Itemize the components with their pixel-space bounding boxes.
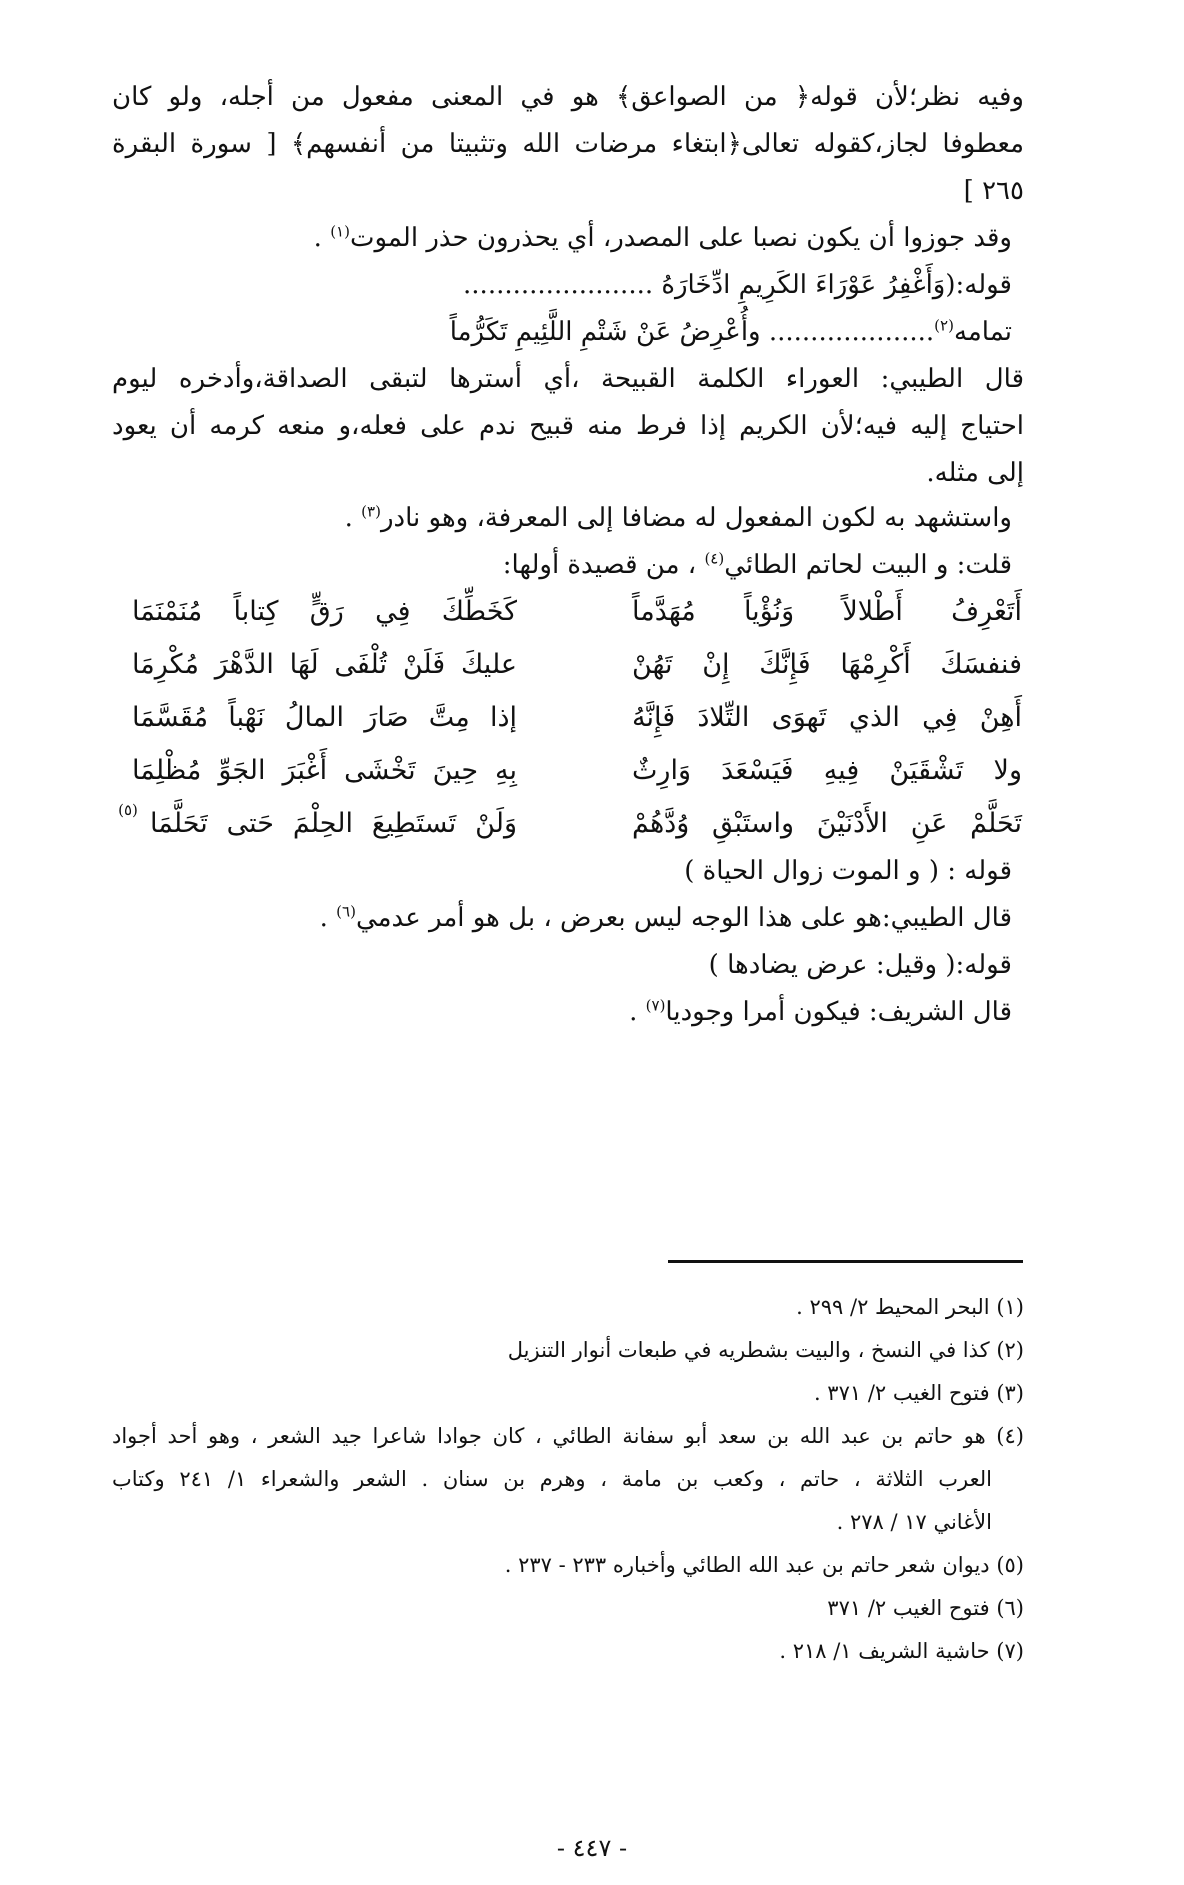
body-paragraph <box>112 992 1012 1032</box>
body-text: ، من قصيدة أولها: <box>502 550 705 580</box>
footnote-ref: (٦) <box>336 902 356 921</box>
footnote-ref: (٢) <box>934 316 954 335</box>
body-text: . <box>313 223 331 253</box>
body-text: . <box>344 503 362 533</box>
body-line: قوله:( وقيل: عرض يضادها ) <box>708 950 1012 980</box>
body-text: قال الشريف: فيكون أمرا وجوديا <box>665 997 1012 1027</box>
poem-hemistich-first: ولا تَشْقَيَنْ فِيهِ فَيَسْعَدَ وَارِثٌ <box>632 755 1022 786</box>
poem-hemistich-second: عليكَ فَلَنْ تُلْفَى لَهَا الدَّهْرَ مُكْرِمَا <box>132 649 517 680</box>
footnote: (٤) هو حاتم بن عبد الله بن سعد أبو سفانة الطائي ، كان جوادا شاعرا جيد الشعر ، وهو أحد أجواد <box>112 1424 1024 1448</box>
poem-hemistich-second: بِهِ حِينَ تَخْشَى أَغْبَرَ الجَوِّ مُظْلِمَا <box>132 755 517 786</box>
footnote: الأغاني ١٧ / ٢٧٨ . <box>836 1510 992 1534</box>
page-number: - ٤٤٧ - <box>556 1834 628 1862</box>
footnote: (٥) ديوان شعر حاتم بن عبد الله الطائي وأخباره ٢٣٣ - ٢٣٧ . <box>504 1553 1024 1577</box>
poem-hemistich-second: إذا مِتَّ صَارَ المالُ نَهْباً مُقَسَّمَا <box>132 702 517 733</box>
quote-line <box>112 312 1012 352</box>
body-text: .................... وأُعْرِضُ عَنْ شَتْمِ اللَّئِيمِ تَكَرُّماً <box>449 317 935 347</box>
footnote: (٢) كذا في النسخ ، والبيت بشطريه في طبعات أنوار التنزيل <box>507 1338 1024 1362</box>
footnote: العرب الثلاثة ، حاتم ، وكعب بن مامة ، وهرم بن سنان . الشعر والشعراء ١/ ٢٤١ وكتاب <box>112 1467 992 1491</box>
poem-hemistich-first: فنفسَكَ أَكْرِمْهَا فَإِنَّكَ إِنْ تَهُنْ <box>632 649 1022 680</box>
body-text: واستشهد به لكون المفعول له مضافا إلى المعرفة، وهو نادر <box>380 503 1012 533</box>
body-line: احتياج إليه فيه؛لأن الكريم إذا فرط منه قبيح ندم على فعله،و منعه كرمه أن يعود <box>112 411 1024 441</box>
body-line: إلى مثله. <box>926 458 1024 488</box>
body-text: قال الطيبي:هو على هذا الوجه ليس بعرض ، بل هو أمر عدمي <box>355 903 1012 933</box>
footnote: (٧) حاشية الشريف ١/ ٢١٨ . <box>779 1639 1024 1663</box>
footnote: (١) البحر المحيط ٢/ ٢٩٩ . <box>796 1295 1024 1319</box>
footnote-separator <box>668 1260 1023 1263</box>
quote-line: قوله:(وَأَغْفِرُ عَوْرَاءَ الكَرِيمِ ادِّخَارَهُ ....................... <box>463 270 1012 300</box>
body-paragraph <box>112 498 1012 538</box>
body-text: . <box>319 903 337 933</box>
footnote-ref: (٣) <box>361 502 381 521</box>
body-line: قوله : ( و الموت زوال الحياة ) <box>684 856 1012 886</box>
body-text: تمامه <box>953 317 1012 347</box>
footnote-ref: (٥) <box>118 801 138 819</box>
poem-hemistich-first: تَحَلَّمْ عَنِ الأَدْنَيْنَ واستَبْقِ وُدَّهُمْ <box>632 808 1022 839</box>
footnote-ref: (٧) <box>645 996 666 1015</box>
poem-hemistich-first: أَهِنْ فِي الذي تَهوَى التِّلادَ فَإِنَّهُ <box>632 702 1022 733</box>
footnote-ref: (١) <box>330 222 350 241</box>
body-line: وفيه نظر؛لأن قوله﴿ من الصواعق﴾ هو في المعنى مفعول من أجله، ولو كان <box>112 82 1024 112</box>
body-text: . <box>629 997 646 1027</box>
footnote: (٦) فتوح الغيب ٢/ ٣٧١ <box>827 1596 1024 1620</box>
body-line: قال الطيبي: العوراء الكلمة القبيحة ،أي أسترها لتبقى الصداقة،وأدخره ليوم <box>112 364 1024 394</box>
body-line: معطوفا لجاز،كقوله تعالى﴿ابتغاء مرضات الله وتثبيتا من أنفسهم﴾ [ سورة البقرة <box>112 129 1024 159</box>
body-paragraph <box>112 545 1012 585</box>
poem-hemistich-first: أَتَعْرِفُ أَطْلالاً وَنُؤْياً مُهَدَّماً <box>632 596 1022 627</box>
body-paragraph <box>112 898 1012 938</box>
body-line: ٢٦٥ ] <box>963 176 1024 206</box>
body-text: قلت: و البيت لحاتم الطائي <box>724 550 1012 580</box>
footnote-ref: (٤) <box>704 549 725 568</box>
footnote: (٣) فتوح الغيب ٢/ ٣٧١ . <box>813 1381 1024 1405</box>
poem-hemistich-second: كَخَطِّكَ فِي رَقٍّ كِتاباً مُنَمْنَمَا <box>132 596 517 627</box>
body-paragraph <box>112 218 1012 258</box>
body-text: وقد جوزوا أن يكون نصبا على المصدر، أي يحذرون حذر الموت <box>349 223 1012 253</box>
poem-hemistich-second: وَلَنْ تَستَطِيعَ الحِلْمَ حَتى تَحَلَّمَا <box>150 808 517 839</box>
